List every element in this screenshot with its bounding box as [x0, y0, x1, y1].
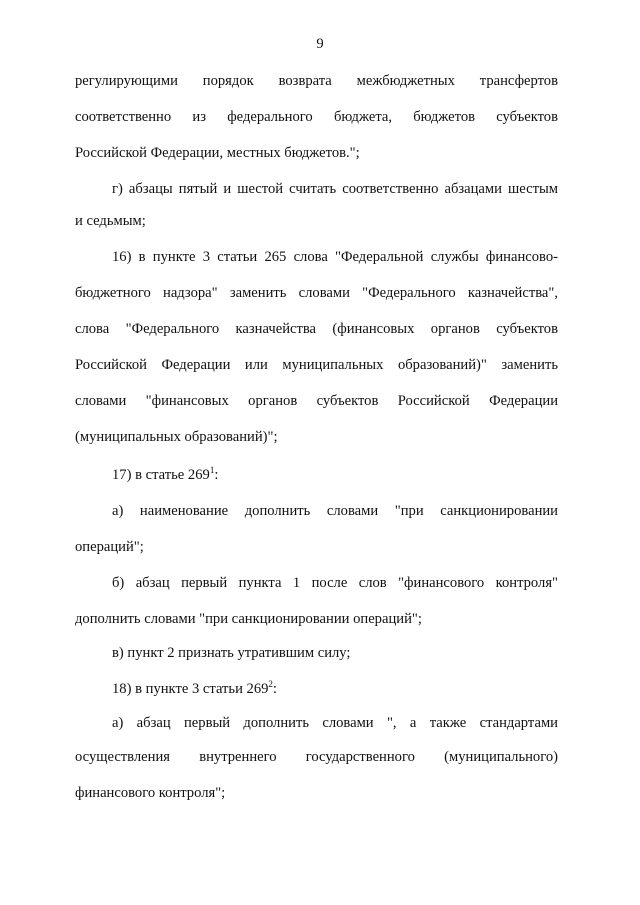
superscript: 2: [268, 679, 273, 689]
page-number: 9: [316, 36, 324, 52]
text-line: бюджетного надзора" заменить словами "Федерального казначейства",: [75, 285, 558, 301]
paragraph-first-line: [112, 466, 558, 484]
text-line: регулирующими порядок возврата межбюджетных трансфертов: [75, 73, 558, 89]
colon: :: [272, 681, 277, 697]
text-line: (муниципальных образований)";: [75, 429, 278, 445]
superscript: 1: [209, 465, 215, 475]
paragraph-first-line: 16) в пункте 3 статьи 265 слова "Федеральной службы финансово-: [112, 249, 558, 265]
paragraph-first-line: б) абзац первый пункта 1 после слов "финансового контроля": [112, 575, 558, 591]
text-line: дополнить словами "при санкционировании операций";: [75, 611, 422, 627]
text-line: осуществления внутреннего государственного (муниципального): [75, 749, 558, 765]
text-line: финансового контроля";: [75, 785, 226, 801]
text-line: соответственно из федерального бюджета, бюджетов субъектов: [75, 109, 558, 125]
paragraph-first-line: а) наименование дополнить словами "при санкционировании: [112, 503, 558, 519]
text-line: слова "Федерального казначейства (финансовых органов субъектов: [75, 321, 558, 337]
text-line: словами "финансовых органов субъектов Российской Федерации: [75, 393, 558, 409]
paragraph-first-line: [112, 680, 558, 698]
text-line: операций";: [75, 539, 144, 555]
article-ref-text: 17) в статье 269: [112, 467, 210, 483]
text-line: Российской Федерации или муниципальных образований)" заменить: [75, 357, 558, 373]
paragraph-first-line: г) абзацы пятый и шестой считать соответственно абзацами шестым: [112, 181, 558, 197]
colon: :: [214, 467, 219, 483]
article-ref-text: 18) в пункте 3 статьи 269: [112, 681, 269, 697]
text-line: Российской Федерации, местных бюджетов.";: [75, 145, 360, 161]
text-line: и седьмым;: [75, 213, 146, 229]
paragraph-first-line: в) пункт 2 признать утратившим силу;: [112, 645, 351, 661]
paragraph-first-line: а) абзац первый дополнить словами ", а также стандартами: [112, 715, 558, 731]
